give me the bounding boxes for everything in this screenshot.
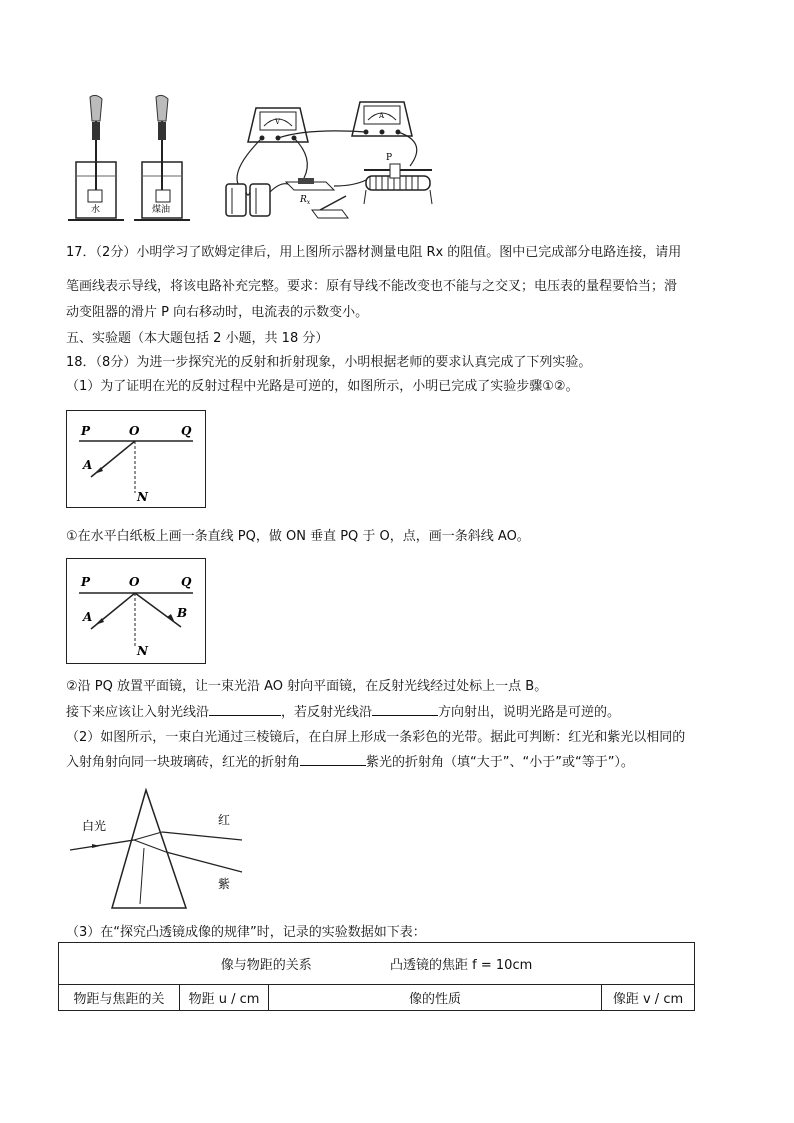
beaker-kerosene	[134, 95, 190, 220]
q18-step1: ①在水平白纸板上画一条直线 PQ，做 ON 垂直 PQ 于 O，点，画一条斜线 AO。	[66, 529, 530, 544]
fig1-label-Q: Q	[181, 424, 192, 438]
q18-part3: （3）在“探究凸透镜成像的规律”时，记录的实验数据如下表：	[66, 925, 426, 940]
switch	[312, 196, 348, 218]
q18-part2-c: 紫光的折射角（填“大于”、“小于”或“等于”）。	[366, 755, 634, 770]
q18-part2-b: 入射角射向同一块玻璃砖，红光的折射角	[66, 755, 301, 770]
q17-line3: 动变阻器的滑片 P 向右移动时，电流表的示数变小。	[66, 305, 369, 320]
resistor-rx	[286, 178, 334, 190]
fig2-label-B: B	[177, 606, 188, 620]
fig2-label-A: A	[83, 610, 93, 624]
answer-blank-1[interactable]	[209, 703, 281, 716]
table-title-cell	[59, 943, 695, 985]
fig2-label-O: O	[129, 575, 140, 589]
table-header-2: 物距 u / cm	[180, 985, 269, 1011]
fig2-label-Q: Q	[181, 575, 192, 589]
table-title-row	[59, 943, 695, 985]
rheostat	[364, 164, 432, 204]
fig1-label-P: P	[81, 424, 91, 438]
fig1-label-N: N	[137, 490, 148, 504]
slider-label: P	[386, 153, 393, 163]
fig2-label-P: P	[81, 575, 91, 589]
voltmeter	[248, 108, 308, 142]
q18-next-a: 接下来应该让入射光线沿	[66, 705, 210, 720]
q18-next-b: ，若反射光线沿	[281, 705, 373, 720]
reflection-figure-1	[66, 410, 206, 508]
q18-next	[66, 703, 620, 722]
beaker-water	[68, 95, 124, 220]
q18-next-c: 方向射出，说明光路是可逆的。	[438, 705, 621, 720]
resistor-label: $R_x$	[300, 195, 311, 206]
table-header-1: 物距与焦距的关	[59, 985, 180, 1011]
prism-label-purple: 紫	[218, 877, 231, 891]
batteries	[226, 184, 270, 216]
section5-title: 五、实验题（本大题包括 2 小题，共 18 分）	[66, 331, 329, 346]
fig1-label-A: A	[83, 458, 93, 472]
table-header-3: 像的性质	[269, 985, 602, 1011]
q18-part2-a: （2）如图所示，一束白光通过三棱镜后，在白屏上形成一条彩色的光带。据此可判断：红光和紫光以相同的	[66, 730, 686, 745]
prism-label-white: 白光	[82, 819, 107, 833]
beaker1-label: 水	[91, 205, 101, 215]
table-title-right: 凸透镜的焦距 f = 10cm	[390, 958, 533, 973]
beaker2-label: 煤油	[152, 205, 171, 215]
table-title-left: 像与物距的关系	[220, 958, 312, 973]
answer-blank-2[interactable]	[372, 703, 438, 716]
circuit-experiment-figure	[64, 92, 444, 222]
prism-figure	[66, 784, 256, 914]
svg-text:A: A	[379, 112, 385, 120]
q18-step2: ②沿 PQ 放置平面镜，让一束光沿 AO 射向平面镜，在反射光线经过处标上一点 B。	[66, 679, 548, 694]
answer-blank-3[interactable]	[300, 753, 366, 766]
fig2-label-N: N	[137, 644, 148, 658]
ammeter	[352, 102, 412, 136]
reflection-figure-2	[66, 558, 206, 664]
q18-intro: 18．（8分）为进一步探究光的反射和折射现象，小明根据老师的要求认真完成了下列实验。	[66, 355, 592, 370]
q17-line1: 17．（2分）小明学习了欧姆定律后，用上图所示器材测量电阻 Rx 的阻值。图中已完成部分电路连接，请用	[66, 245, 682, 260]
table-header-4: 像距 v / cm	[602, 985, 695, 1011]
fig1-label-O: O	[129, 424, 140, 438]
q18-part1: （1）为了证明在光的反射过程中光路是可逆的，如图所示，小明已完成了实验步骤①②。	[66, 379, 579, 394]
lens-data-table	[58, 942, 695, 1011]
q18-part2-line2	[66, 753, 634, 772]
q17-line2: 笔画线表示导线，将该电路补充完整。要求：原有导线不能改变也不能与之交叉；电压表的量程要恰当；滑	[66, 279, 678, 294]
svg-text:V: V	[275, 118, 281, 126]
prism-label-red: 红	[218, 813, 231, 827]
table-header-row	[59, 985, 695, 1011]
